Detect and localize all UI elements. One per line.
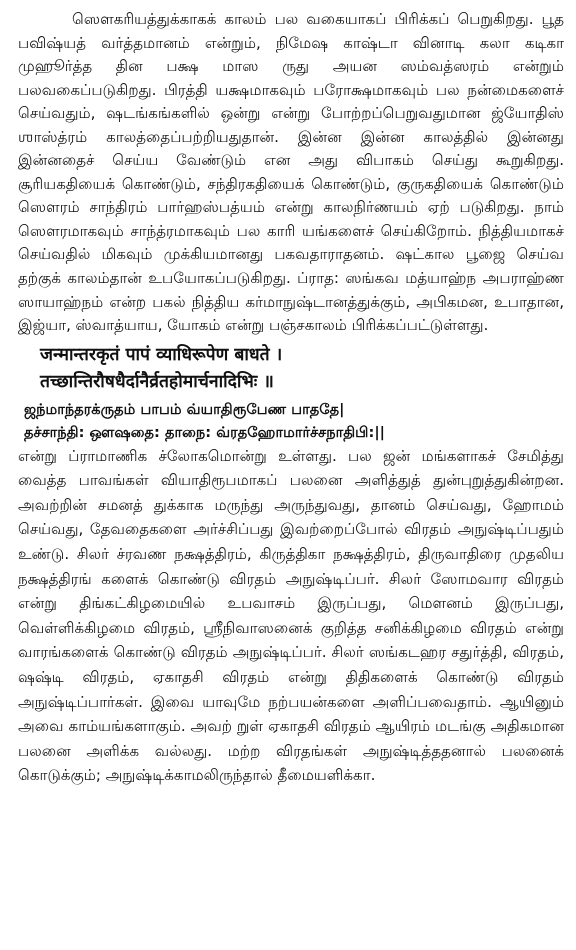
paragraph-time-divisions: ஸௌகரியத்துக்காகக் காலம் பல வகையாகப் பிரிக்கப் பெறுகிறது. பூத பவிஷ்யத் வர்த்தமானம் என்றும், நிமேஷ காஷ்டா வினாடி கலா கடிகா முஹூர்த்த தின பக்ஷ மாஸ ருது அயன ஸம்வத்ஸரம் என்றும் பலவகைப்படுகிறது. பிரத்தி யக்ஷமாகவும் பரோக்ஷமாகவும் பல நன்மைகளைச் செய்வதும், ஷடங்கங்களில் ஒன்று என்று போற்றப்பெறுவதுமான ஜ்யோதிஸ் ஶாஸ்த்ரம் காலத்தைப்பற்றியதுதான். இன்ன இன்ன காலத்தில் இன்னது இன்னதைச் செய்ய வேண்டும் என அது விபாகம் செய்து கூறுகிறது. சூரியகதியைக் கொண்டும், சந்திரகதியைக் கொண்டும், குருகதியைக் கொண்டும் ஸௌரம் சாந்திரம் பார்ஹஸ்பத்யம் என்று காலநிர்ணயம் ஏற் படுகிறது. நாம் ஸௌரமாகவும் சாந்த்ரமாகவும் பல காரி யங்களைச் செய்கிறோம். நித்தியமாகச் செய்வதில் மிகவும் முக்கியமானது பகவதாராதனம். ஷட்கால பூஜை செய்வ தற்குக் காலம்தான் உபயோகப்படுகிறது. ப்ராத: ஸங்கவ மத்யாஹ்ந அபராஹ்ண ஸாயாஹ்நம் என்ற பகல் நித்திய கர்மாநுஷ்டானத்துக்கும், அபிகமன, உபாதான, இஜ்யா, ஸ்வாத்யாய, யோகம் என்று பஞ்சகாலம் பிரிக்கப்பட்டுள்ளது. (18, 10, 564, 335)
transliteration-line-2: தச்சாந்தி: ஔஷதை: தாநை: வ்ரதஹோமார்ச்சநாதிபி:|| (24, 423, 385, 441)
sanskrit-verse-line-2: तच्छान्तिरौषधैर्दानैर्व्रतहोमार्चनादिभिः ॥ (40, 371, 274, 392)
paragraph-vratam: என்று ப்ராமாணிக ச்லோகமொன்று உள்ளது. பல ஜன் மங்களாகச் சேமித்து வைத்த பாவங்கள் வியாதிரூபமாகப் பலனை அளித்துத் துன்புறுத்துகின்றன. அவற்றின் சமனத் துக்காக மருந்து அருந்துவது, தானம் செய்வது, ஹோமம் செய்வது, தேவதைகளை அர்ச்சிப்பது இவற்றைப்போல் விரதம் அநுஷ்டிப்பதும் உண்டு. சிலர் ச்ரவண நக்ஷத்திரம், கிருத்திகா நக்ஷத்திரம், திருவாதிரை முதலிய நக்ஷத்திரங் களைக் கொண்டு விரதம் அநுஷ்டிப்பர். சிலர் ஸோமவார விரதம் என்று திங்கட்கிழமையில் உபவாசம் இருப்பது, மௌனம் இருப்பது, வெள்ளிக்கிழமை விரதம், ஸ்ரீநிவாஸனைக் குறித்த சனிக்கிழமை விரதம் என்று வாரங்களைக் கொண்டு விரதம் அநுஷ்டிப்பர். சிலர் ஸங்கடஹர சதுர்த்தி, விரதம், ஷஷ்டி விரதம், ஏகாதசி விரதம் என்று திதிகளைக் கொண்டு விரதம் அநுஷ்டிப்பார்கள். இவை யாவுமே நற்பயன்களை அளிப்பவைதாம். ஆயினும் அவை காம்யங்களாகும். அவற் றுள் ஏகாதசி விரதம் ஆயிரம் மடங்கு அதிகமான பலனை அளிக்க வல்லது. மற்ற விரதங்கள் அநுஷ்டித்ததனால் பலனைக் கொடுக்கும்; அநுஷ்டிக்காமலிருந்தால் தீமையளிக்கா. (18, 446, 564, 785)
tamil-transliteration (24, 398, 564, 444)
document-page (18, 8, 564, 788)
sanskrit-verse (40, 342, 564, 396)
transliteration-line-1: ஜந்மாந்தரக்ருதம் பாபம் வ்யாதிரூபேண பாததே| (24, 400, 345, 418)
sanskrit-verse-line-1: जन्मान्तरकृतं पापं व्याधिरूपेण बाधते । (40, 344, 283, 365)
